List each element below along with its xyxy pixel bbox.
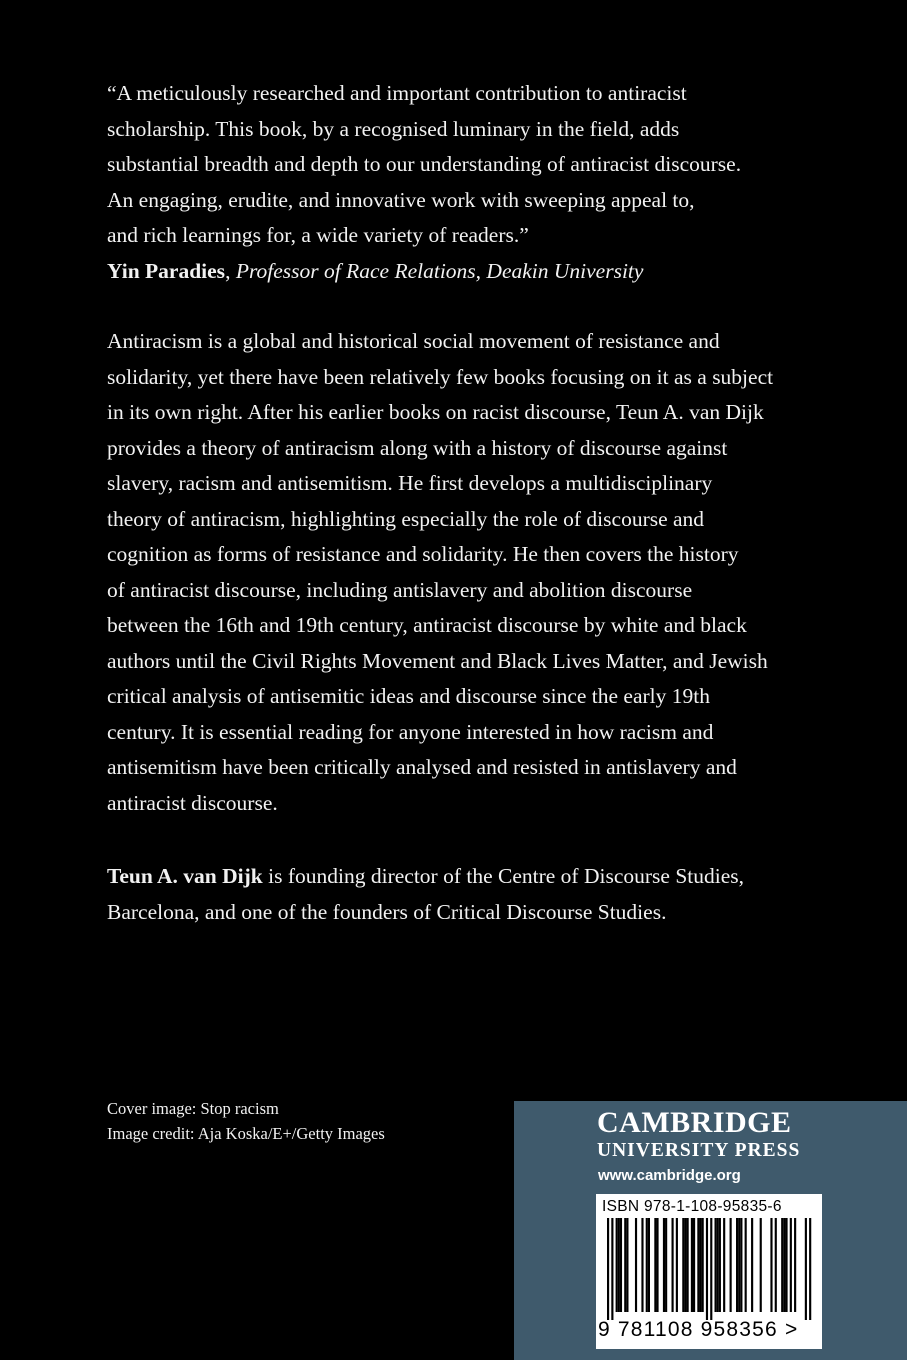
description-line: solidarity, yet there have been relatively few books focusing on it as a subject	[107, 364, 774, 389]
barcode-bar	[751, 1218, 753, 1312]
barcode-bar	[783, 1218, 785, 1312]
description-line: Antiracism is a global and historical social movement of resistance and	[107, 329, 720, 353]
barcode-bar	[624, 1218, 626, 1312]
barcode-bar	[706, 1218, 708, 1320]
barcode-bar	[723, 1218, 725, 1312]
barcode-bar	[616, 1218, 618, 1312]
barcode-bar	[663, 1218, 665, 1312]
attribution-separator: ,	[225, 259, 236, 283]
barcode-bar	[687, 1218, 689, 1312]
barcode-bar	[745, 1218, 747, 1312]
description-line: antisemitism have been critically analysed and resisted in antislavery and	[107, 755, 737, 779]
bio-line	[107, 859, 837, 895]
barcode-bar	[715, 1218, 717, 1312]
isbn-label: ISBN 978-1-108-95835-6	[602, 1198, 782, 1215]
barcode-bar	[618, 1218, 620, 1312]
image-credits	[107, 1096, 487, 1146]
barcode-bar	[699, 1218, 701, 1312]
barcode-bar	[740, 1218, 742, 1312]
author-bio	[107, 859, 837, 930]
barcode-bar	[790, 1218, 792, 1312]
barcode-bar	[809, 1218, 811, 1320]
bio-text: is founding director of the Centre of Discourse Studies,	[262, 864, 745, 888]
barcode-bar	[684, 1218, 686, 1312]
barcode-bar	[702, 1218, 704, 1312]
quote-line: and rich learnings for, a wide variety of readers.”	[107, 223, 529, 247]
barcode-bar	[641, 1218, 643, 1312]
endorsement-quote	[107, 76, 837, 254]
quote-line: substantial breadth and depth to our understanding of antiracist discourse.	[107, 152, 742, 176]
barcode-bar	[654, 1218, 656, 1312]
description-line: antiracist discourse.	[107, 790, 278, 815]
publisher-subtitle: UNIVERSITY PRESS	[597, 1140, 801, 1161]
endorser-title: Professor of Race Relations, Deakin University	[235, 259, 644, 283]
barcode-bar	[656, 1218, 658, 1312]
barcode-bar	[691, 1218, 693, 1312]
barcode-bar	[775, 1218, 777, 1312]
barcode-bar	[794, 1218, 796, 1312]
bio-line: Barcelona, and one of the founders of Critical Discourse Studies.	[107, 899, 667, 924]
barcode-bar	[781, 1218, 783, 1312]
barcode-bar	[805, 1218, 807, 1320]
quote-line: An engaging, erudite, and innovative work with sweeping appeal to,	[107, 187, 695, 212]
book-description	[107, 324, 837, 821]
barcode-bar	[607, 1218, 609, 1320]
barcode-bar	[648, 1218, 650, 1312]
description-line: between the 16th and 19th century, antiracist discourse by white and black	[107, 613, 747, 637]
cover-image-credit: Cover image: Stop racism	[107, 1099, 279, 1118]
description-line: theory of antiracism, highlighting especially the role of discourse and	[107, 506, 705, 531]
description-line: in its own right. After his earlier books on racist discourse, Teun A. van Dijk	[107, 400, 764, 424]
barcode-bar	[626, 1218, 628, 1312]
photo-credit: Image credit: Aja Koska/E+/Getty Images	[107, 1124, 385, 1143]
description-line: cognition as forms of resistance and solidarity. He then covers the history	[107, 542, 739, 566]
publisher-panel	[514, 1101, 907, 1360]
publisher-name: CAMBRIDGE	[597, 1106, 792, 1139]
barcode-bar	[719, 1218, 721, 1312]
barcode-digits: 9 781108 958356 >	[598, 1318, 799, 1341]
barcode-bar	[710, 1218, 712, 1320]
publisher-url: www.cambridge.org	[598, 1167, 741, 1184]
barcode-bar	[760, 1218, 762, 1312]
barcode-bar	[738, 1218, 740, 1312]
description-line: of antiracist discourse, including antislavery and abolition discourse	[107, 577, 693, 602]
barcode-bar	[730, 1218, 732, 1312]
author-name: Teun A. van Dijk	[107, 864, 263, 888]
barcode-bar	[635, 1218, 637, 1312]
description-line: provides a theory of antiracism along with a history of discourse against	[107, 435, 728, 460]
barcode-bar	[697, 1218, 699, 1312]
barcode-bar	[676, 1218, 678, 1312]
barcode-bar	[672, 1218, 674, 1312]
description-line: authors until the Civil Rights Movement and Black Lives Matter, and Jewish	[107, 648, 768, 673]
barcode-bar	[736, 1218, 738, 1312]
barcode-bar	[717, 1218, 719, 1312]
barcode-bar	[620, 1218, 622, 1312]
barcode	[602, 1218, 816, 1320]
description-line: century. It is essential reading for anyone interested in how racism and	[107, 719, 714, 744]
quote-line: scholarship. This book, by a recognised luminary in the field, adds	[107, 116, 680, 141]
quote-attribution	[107, 254, 827, 290]
barcode-bar	[682, 1218, 684, 1312]
barcode-bar	[665, 1218, 667, 1312]
barcode-bar	[770, 1218, 772, 1312]
endorser-name: Yin Paradies	[107, 259, 226, 283]
barcode-block	[596, 1194, 822, 1349]
quote-line: “A meticulously researched and important contribution to antiracist	[107, 81, 687, 105]
barcode-bar	[646, 1218, 648, 1312]
barcode-bar	[611, 1218, 613, 1320]
barcode-bar	[693, 1218, 695, 1312]
barcode-bar	[785, 1218, 787, 1312]
description-line: slavery, racism and antisemitism. He first develops a multidisciplinary	[107, 471, 713, 495]
description-line: critical analysis of antisemitic ideas and discourse since the early 19th	[107, 684, 710, 708]
